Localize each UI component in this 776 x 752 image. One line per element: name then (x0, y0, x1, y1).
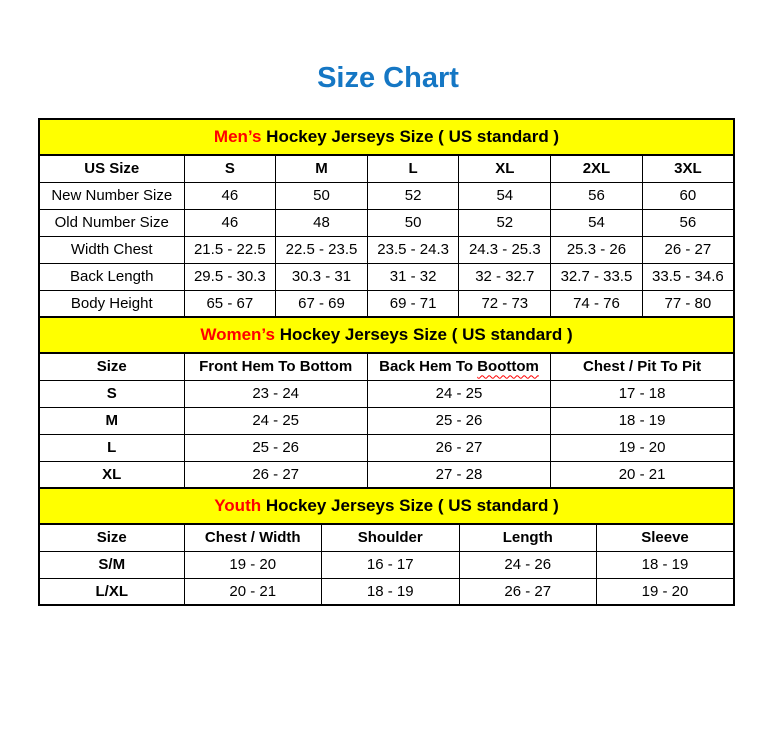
women-section-band (39, 317, 734, 353)
table-row (39, 236, 734, 263)
value-cell: 77 - 80 (642, 290, 734, 317)
value-cell: 18 - 19 (597, 551, 735, 578)
value-cell: 22.5 - 23.5 (276, 236, 368, 263)
men-section-title (39, 119, 734, 155)
women-header-row (39, 353, 734, 380)
value-cell: 46 (184, 209, 276, 236)
row-label: L (39, 434, 184, 461)
value-cell: 67 - 69 (276, 290, 368, 317)
value-cell: 25.3 - 26 (551, 236, 643, 263)
header-cell: L (367, 155, 459, 182)
youth-section-title-highlight: Youth (214, 496, 262, 515)
value-cell: 20 - 21 (551, 461, 734, 488)
header-cell: 3XL (642, 155, 734, 182)
header-cell: Size (39, 524, 184, 551)
men-header-row (39, 155, 734, 182)
header-cell: S (184, 155, 276, 182)
value-cell: 19 - 20 (184, 551, 322, 578)
women-section-title (39, 317, 734, 353)
value-cell: 56 (551, 182, 643, 209)
header-cell: Sleeve (597, 524, 735, 551)
row-label: S (39, 380, 184, 407)
women-section-title-rest: Hockey Jerseys Size ( US standard ) (274, 325, 573, 344)
row-label: M (39, 407, 184, 434)
table-row (39, 380, 734, 407)
value-cell: 33.5 - 34.6 (642, 263, 734, 290)
table-row (39, 209, 734, 236)
header-cell (367, 353, 550, 380)
value-cell: 52 (459, 209, 551, 236)
row-label: New Number Size (39, 182, 184, 209)
table-row (39, 578, 734, 605)
table-row (39, 551, 734, 578)
header-cell: Shoulder (322, 524, 460, 551)
header-cell: US Size (39, 155, 184, 182)
value-cell: 26 - 27 (184, 461, 367, 488)
value-cell: 16 - 17 (322, 551, 460, 578)
value-cell: 50 (367, 209, 459, 236)
value-cell: 26 - 27 (367, 434, 550, 461)
header-cell: Chest / Width (184, 524, 322, 551)
header-cell: M (276, 155, 368, 182)
header-cell: Front Hem To Bottom (184, 353, 367, 380)
youth-header-row (39, 524, 734, 551)
value-cell: 25 - 26 (184, 434, 367, 461)
men-size-table (38, 118, 735, 318)
value-cell: 32.7 - 33.5 (551, 263, 643, 290)
value-cell: 54 (551, 209, 643, 236)
youth-size-table (38, 487, 735, 606)
row-label: XL (39, 461, 184, 488)
value-cell: 24 - 25 (367, 380, 550, 407)
page-title: Size Chart (317, 62, 459, 94)
value-cell: 20 - 21 (184, 578, 322, 605)
header-text: Back Hem To (379, 358, 474, 376)
table-row (39, 407, 734, 434)
value-cell: 23 - 24 (184, 380, 367, 407)
value-cell: 27 - 28 (367, 461, 550, 488)
men-section-band (39, 119, 734, 155)
value-cell: 32 - 32.7 (459, 263, 551, 290)
value-cell: 26 - 27 (642, 236, 734, 263)
row-label: S/M (39, 551, 184, 578)
value-cell: 18 - 19 (322, 578, 460, 605)
value-cell: 24 - 26 (459, 551, 597, 578)
youth-section-band (39, 488, 734, 524)
table-row (39, 290, 734, 317)
value-cell: 74 - 76 (551, 290, 643, 317)
value-cell: 31 - 32 (367, 263, 459, 290)
misspelled-word: Boottom (477, 358, 539, 376)
size-chart (38, 118, 735, 606)
header-cell: Length (459, 524, 597, 551)
row-label: L/XL (39, 578, 184, 605)
value-cell: 24.3 - 25.3 (459, 236, 551, 263)
value-cell: 46 (184, 182, 276, 209)
value-cell: 69 - 71 (367, 290, 459, 317)
women-size-table (38, 316, 735, 489)
value-cell: 30.3 - 31 (276, 263, 368, 290)
value-cell: 21.5 - 22.5 (184, 236, 276, 263)
value-cell: 18 - 19 (551, 407, 734, 434)
row-label: Body Height (39, 290, 184, 317)
men-section-title-rest: Hockey Jerseys Size ( US standard ) (261, 127, 560, 146)
row-label: Old Number Size (39, 209, 184, 236)
row-label: Back Length (39, 263, 184, 290)
row-label: Width Chest (39, 236, 184, 263)
value-cell: 54 (459, 182, 551, 209)
table-row (39, 263, 734, 290)
men-section-title-highlight: Men’s (213, 127, 262, 146)
table-row (39, 182, 734, 209)
value-cell: 29.5 - 30.3 (184, 263, 276, 290)
header-cell: 2XL (551, 155, 643, 182)
value-cell: 23.5 - 24.3 (367, 236, 459, 263)
value-cell: 56 (642, 209, 734, 236)
youth-section-title-rest: Hockey Jerseys Size ( US standard ) (261, 496, 559, 515)
value-cell: 52 (367, 182, 459, 209)
value-cell: 19 - 20 (597, 578, 735, 605)
header-cell: XL (459, 155, 551, 182)
value-cell: 19 - 20 (551, 434, 734, 461)
header-cell: Size (39, 353, 184, 380)
youth-section-title (39, 488, 734, 524)
value-cell: 50 (276, 182, 368, 209)
header-cell: Chest / Pit To Pit (551, 353, 734, 380)
value-cell: 72 - 73 (459, 290, 551, 317)
value-cell: 24 - 25 (184, 407, 367, 434)
value-cell: 17 - 18 (551, 380, 734, 407)
value-cell: 48 (276, 209, 368, 236)
table-row (39, 461, 734, 488)
women-section-title-highlight: Women’s (200, 325, 275, 344)
value-cell: 65 - 67 (184, 290, 276, 317)
value-cell: 26 - 27 (459, 578, 597, 605)
value-cell: 60 (642, 182, 734, 209)
value-cell: 25 - 26 (367, 407, 550, 434)
table-row (39, 434, 734, 461)
